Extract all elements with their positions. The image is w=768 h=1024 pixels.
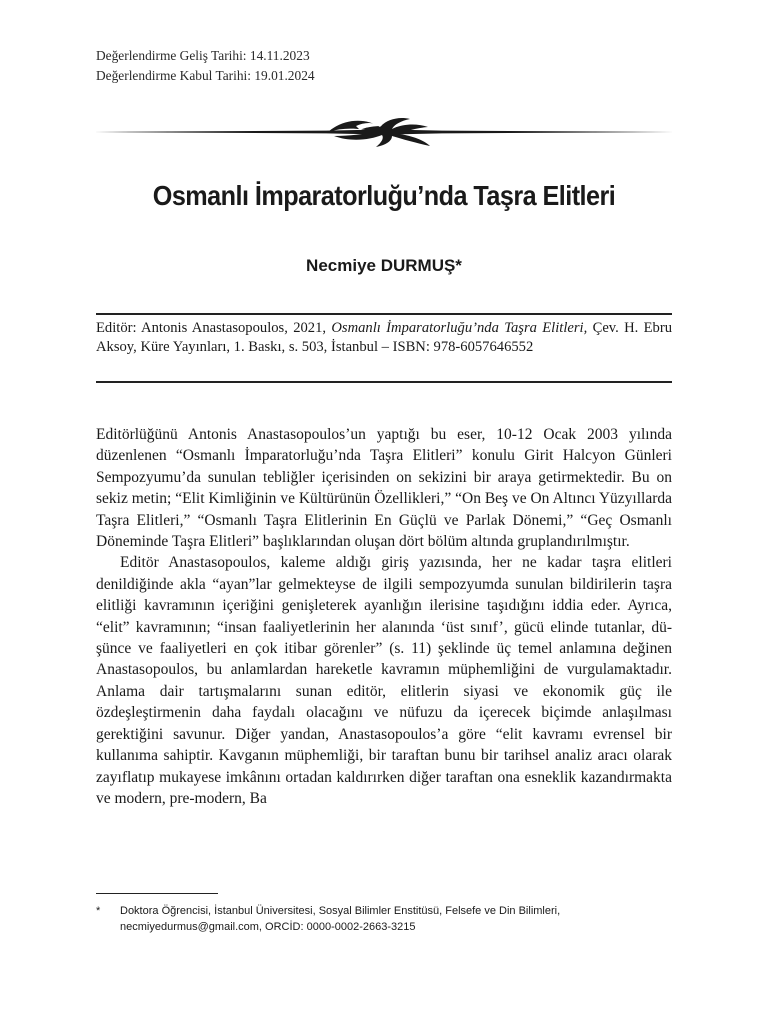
footnote-separator [96, 893, 218, 894]
footnote-text: Doktora Öğrencisi, İstanbul Üniversitesi, Sosyal Bilimler Enstitüsü, Felsefe ve Din Bilimleri, necmiyedurmus@gmail.com, ORCİD: 0000-0002-2663-3215 [120, 905, 561, 933]
book-info-details: Çev. H. Ebru Aksoy, Küre Yayınları, 1. Baskı, s. 503, İstanbul – ISBN: 978-6057646552 [96, 320, 673, 355]
book-title: Osmanlı İmparatorluğu’nda Taşra Elitleri, [331, 320, 588, 336]
acceptance-date: Değerlendirme Kabul Tarihi: 19.01.2024 [96, 68, 315, 83]
body-paragraph: Editörlüğünü Antonis Anastasopoulos’un yaptığı bu eser, 10-12 Ocak 2003 yılında düzenlenen “Osmanlı İmparatorluğu’nda Taşra Elitleri” konulu Girit Halcyon Günleri Sempozyumu’da sunulan tebliğler içerisinden on sekizini bir araya getirmektedir. Bu on sekiz metin; “Elit Kimliğinin ve Kültürünün Özellikleri,” “On Beş ve On Altıncı Yüzyıllarda Taşra Elitleri,” “Osmanlı Taşra Elitlerinin En Güçlü ve Parlak Dönemi,” “Geç Osmanlı Döneminde Taşra Elitleri” başlıklarından oluşan dört bölüm altında gruplandırılmıştır. [96, 426, 672, 551]
article-title: Osmanlı İmparatorluğu’nda Taşra Elitleri [152, 180, 616, 211]
review-dates [96, 46, 315, 86]
footnote-mark: * [96, 905, 101, 917]
decorative-divider-ornament [94, 114, 674, 150]
footnote [96, 903, 672, 935]
bottom-rule [96, 381, 672, 383]
body-paragraph: Editör Anastasopoulos, kaleme aldığı giriş yazısında, her ne kadar taşra elitleri denildiğinde akla “ayan”lar gelmekteyse de ilgili sempozyumda sunulan bildirilerin taşra elitliği kavramının içeriğini genişleterek ayanlığın ilerisine taşıdığını iddia eder. Ayrıca, “elit” kavramının; “insan faaliyetlerinin her alanında ‘üst sınıf’, gücü elinde tutanlar, düşünce ve faaliyetleri en çok itibar görenler” (s. 11) şeklinde üç temel anlamına değinen Anastasopoulos, bu anlamlardan hareketle kavramın müphemliğini de vurgulamaktadır. Anlama dair tartışmalarını sunan editör, elitlerin siyasi ve ekonomik güç ile özdeşleştirmenin daha faydalı olacağını ve nüfuzu da içerecek biçimde anlaşılması gerektiğini savunur. Diğer yandan, Anastasopoulos’a göre “elit kavramı evrensel bir kullanıma sahiptir. Kavganın müphemliği, bir taraftan bunu bir tarihsel analiz aracı olarak zayıflatıp mukayese imkânını ortadan kaldırırken diğer taraftan ona esneklik kazandırmakta ve modern, pre-modern, Ba [96, 554, 672, 807]
submission-date: Değerlendirme Geliş Tarihi: 14.11.2023 [96, 48, 310, 63]
author-name: Necmiye DURMUŞ* [306, 256, 462, 275]
body-text [96, 424, 672, 809]
top-rule [96, 313, 672, 315]
book-info-prefix: Editör: Antonis Anastasopoulos, 2021, [96, 320, 332, 336]
book-info [96, 319, 672, 357]
